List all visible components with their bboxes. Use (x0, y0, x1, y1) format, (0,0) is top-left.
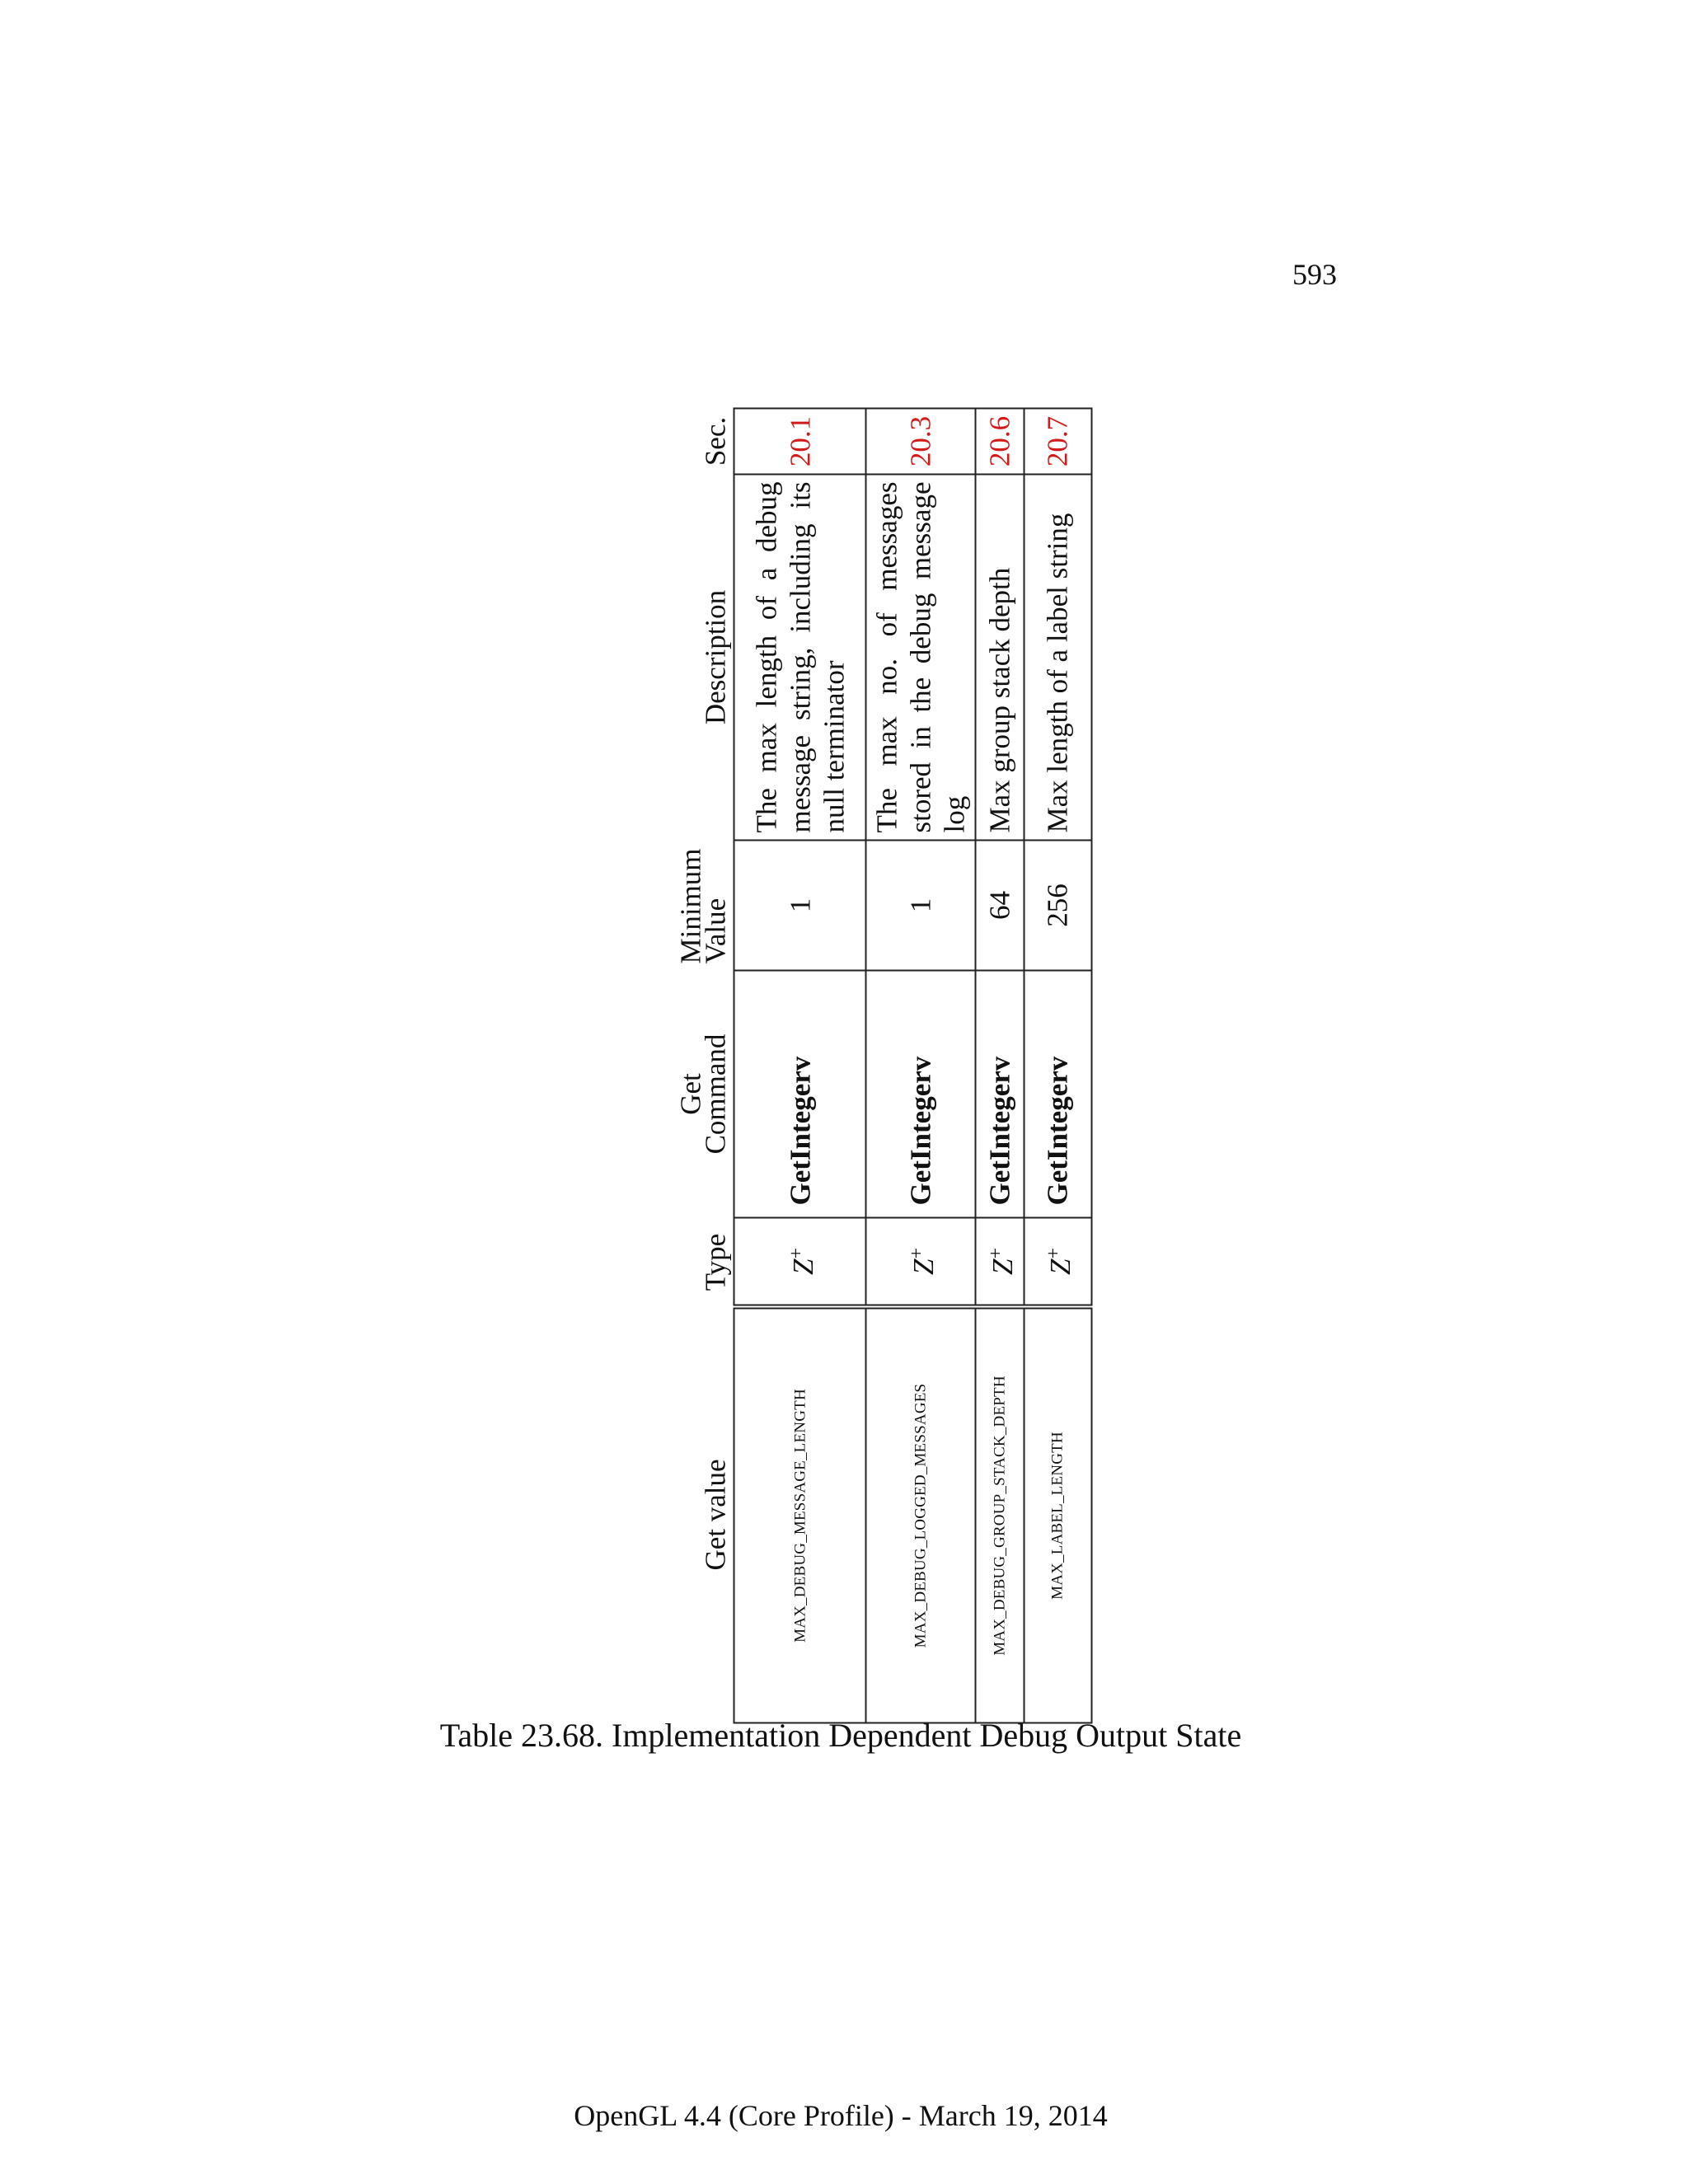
section-link[interactable]: 20.1 (734, 409, 866, 475)
header-type: Type (699, 1233, 732, 1291)
section-link[interactable]: 20.7 (1024, 409, 1091, 475)
debug-output-state-table (671, 408, 1093, 1724)
header-min-value-line2: Value (699, 898, 732, 964)
table-header-row (671, 409, 734, 1723)
header-get-value: Get value (699, 1459, 732, 1571)
header-description: Description (699, 589, 732, 725)
table-row (1024, 409, 1091, 1723)
header-get-command-line2: Command (699, 1033, 732, 1155)
table-row (734, 409, 866, 1723)
get-command: GetIntegerv (1024, 971, 1091, 1218)
header-min-value-line1: Minimum (674, 848, 707, 964)
description: Max length of a label string (1024, 475, 1091, 841)
table-caption: Table 23.68. Implementation Dependent Debug Output State (439, 1717, 1242, 1754)
type-superscript: + (1043, 1248, 1065, 1259)
type-cell (734, 1218, 866, 1307)
page-footer: OpenGL 4.4 (Core Profile) - March 19, 2014 (574, 2099, 1108, 2132)
table-row (976, 409, 1025, 1723)
state-name: MAX_LABEL_LENGTH (1024, 1307, 1091, 1723)
type-superscript: + (906, 1248, 928, 1259)
header-sec: Sec. (699, 416, 732, 466)
get-command: GetIntegerv (976, 971, 1025, 1218)
state-name: MAX_DEBUG_GROUP_STACK_DEPTH (976, 1307, 1025, 1723)
state-table-rotated (671, 410, 1077, 1724)
header-get-command (671, 971, 734, 1218)
type-superscript: + (985, 1248, 1007, 1259)
type-cell (866, 1218, 976, 1307)
minimum-value: 64 (976, 841, 1025, 971)
description: The max no. of messages stored in the debug message log (866, 475, 976, 841)
minimum-value: 1 (734, 841, 866, 971)
get-command: GetIntegerv (734, 971, 866, 1218)
type-cell (976, 1218, 1025, 1307)
section-link[interactable]: 20.3 (866, 409, 976, 475)
get-command: GetIntegerv (866, 971, 976, 1218)
minimum-value: 256 (1024, 841, 1091, 971)
type-cell (1024, 1218, 1091, 1307)
table-row (866, 409, 976, 1723)
description: The max length of a debug message string, including its null terminator (734, 475, 866, 841)
state-name: MAX_DEBUG_LOGGED_MESSAGES (866, 1307, 976, 1723)
type-superscript: + (785, 1248, 808, 1259)
state-name: MAX_DEBUG_MESSAGE_LENGTH (734, 1307, 866, 1723)
section-link[interactable]: 20.6 (976, 409, 1025, 475)
page-number: 593 (1292, 258, 1337, 291)
type-symbol: Z (786, 1258, 819, 1276)
minimum-value: 1 (866, 841, 976, 971)
header-get-command-line1: Get (674, 1073, 707, 1115)
type-symbol: Z (987, 1258, 1020, 1276)
header-min-value (671, 841, 734, 971)
type-symbol: Z (1044, 1258, 1077, 1276)
type-symbol: Z (907, 1258, 940, 1276)
description: Max group stack depth (976, 475, 1025, 841)
